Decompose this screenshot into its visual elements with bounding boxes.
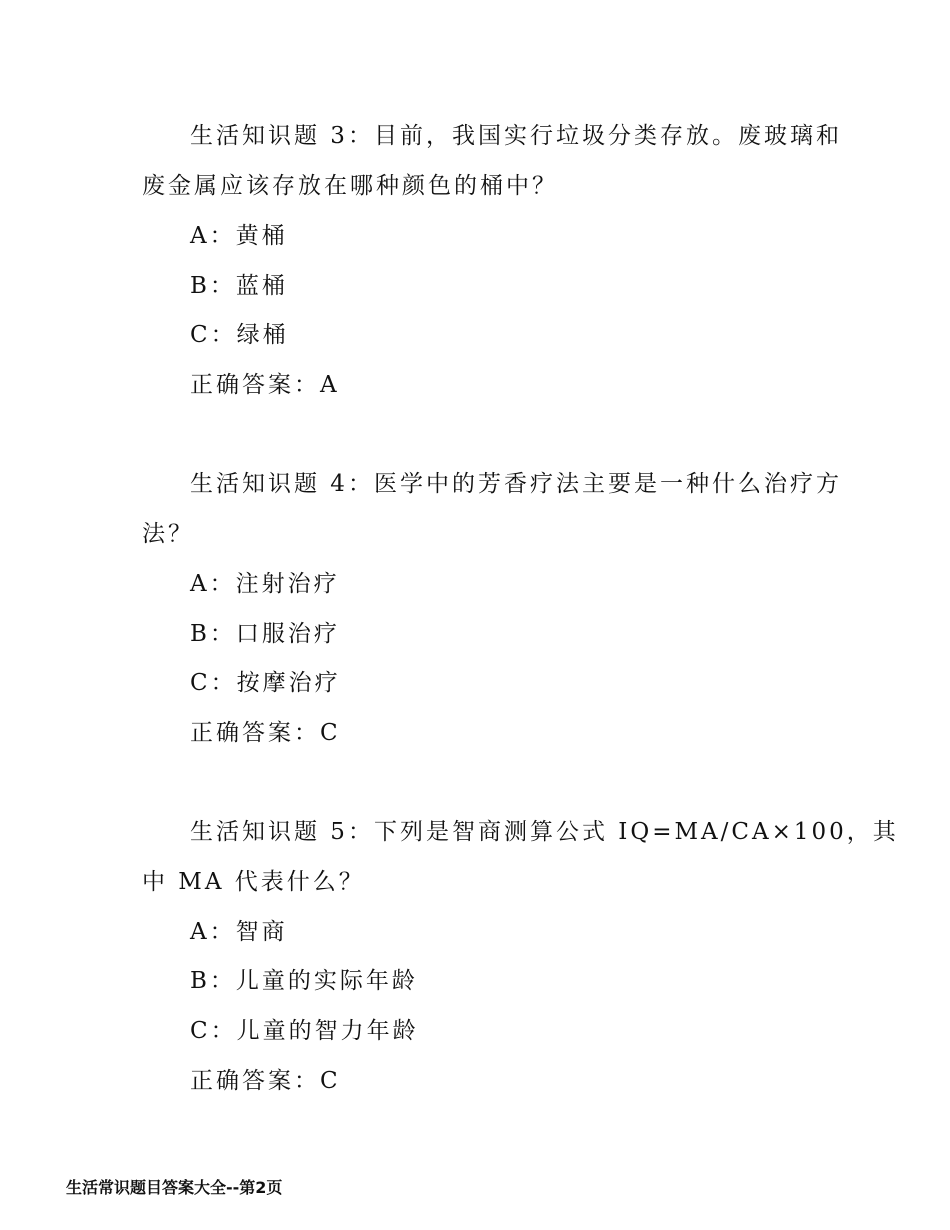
page-footer: 生活常识题目答案大全--第2页: [66, 1178, 283, 1197]
question-5-option-c: C：儿童的智力年龄: [190, 1018, 419, 1044]
question-3-option-b: B：蓝桶: [190, 273, 288, 299]
question-4-answer: 正确答案：C: [190, 720, 341, 746]
question-3-option-a: A：黄桶: [190, 223, 288, 249]
question-4-option-a: A：注射治疗: [190, 571, 340, 597]
question-4-text-line-2: 法？: [142, 521, 194, 547]
question-5-option-b: B：儿童的实际年龄: [190, 968, 418, 994]
question-3-text-line-1: 生活知识题 3：目前，我国实行垃圾分类存放。废玻璃和: [190, 123, 842, 149]
question-5-option-a: A：智商: [190, 919, 288, 945]
question-5-answer: 正确答案：C: [190, 1068, 341, 1094]
question-3-text-line-2: 废金属应该存放在哪种颜色的桶中？: [142, 173, 558, 199]
question-4-option-c: C：按摩治疗: [190, 670, 341, 696]
question-4-text-line-1: 生活知识题 4：医学中的芳香疗法主要是一种什么治疗方: [190, 471, 842, 497]
question-4-option-b: B：口服治疗: [190, 621, 340, 647]
question-5-text-line-2: 中 MA 代表什么？: [142, 869, 365, 895]
question-3-answer: 正确答案：A: [190, 372, 340, 398]
question-3-option-c: C：绿桶: [190, 322, 289, 348]
question-5-text-line-1: 生活知识题 5：下列是智商测算公式 IQ=MA/CA×100，其: [190, 819, 899, 845]
